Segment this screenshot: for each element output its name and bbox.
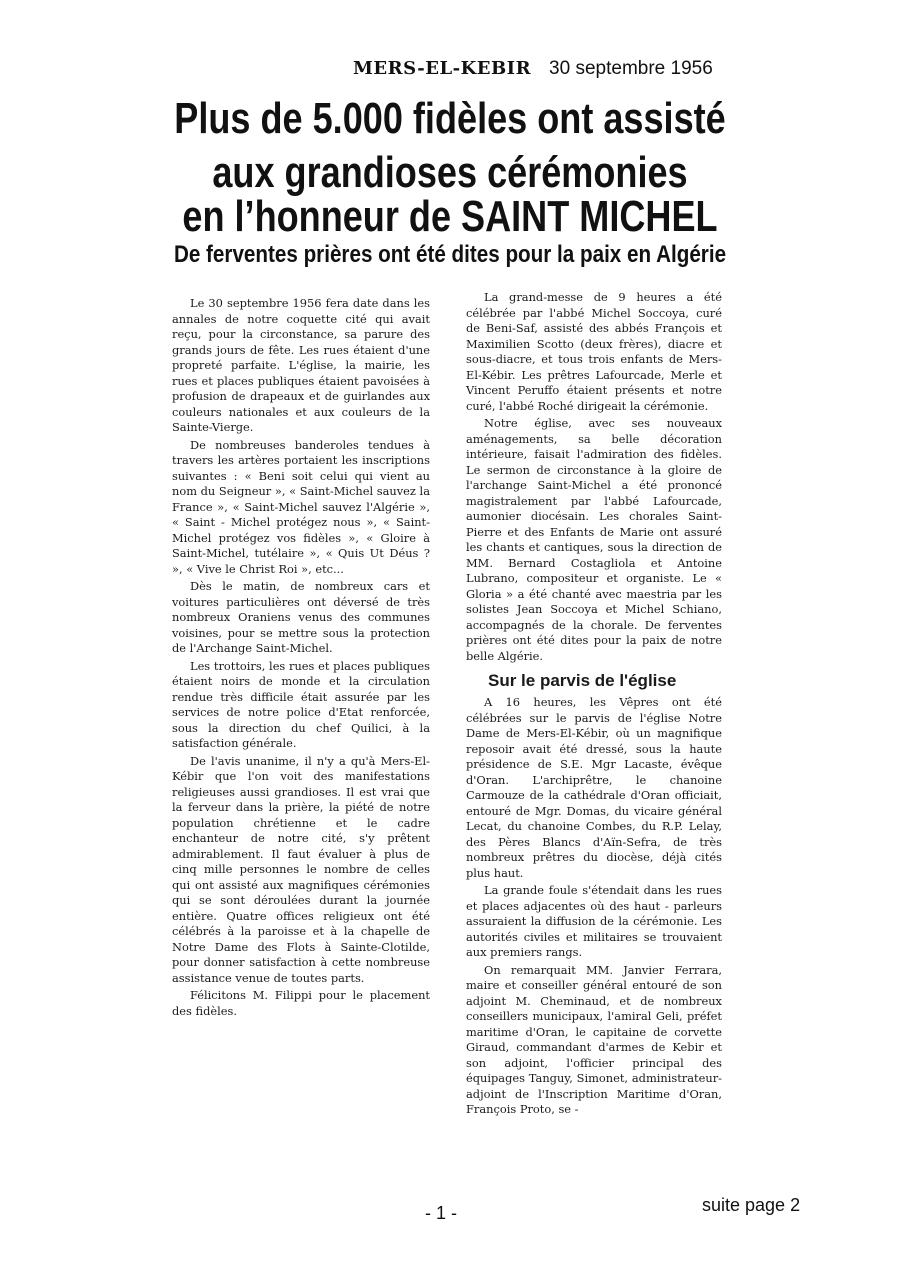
section-subheading: Sur le parvis de l'église — [488, 671, 677, 690]
article-column-2 — [466, 290, 722, 1120]
paragraph: Notre église, avec ses nouveaux aménagements, sa belle décoration intérieure, faisait l'admiration des fidèles. Le sermon de circonstance à la gloire de l'archange Saint-Michel a été prononcé magistralement par l'abbé Lafourcade, aumonier diocésain. Les chorales Saint-Pierre et des Enfants de Marie ont assuré les chants et cantiques, sous la direction de MM. Bernard Costagliola et Antoine Lubrano, compositeur et organiste. Le « Gloria » a été chanté avec maestria par les solistes Jean Soccoya et Michel Schiano, accompagnés de la chorale. De ferventes prières ont été dites pour la paix de notre belle Algérie. — [466, 416, 722, 663]
paragraph: Le 30 septembre 1956 fera date dans les annales de notre coquette cité qui avait reçu, pour la circonstance, sa parure des grands jours de fête. Les rues étaient d'une propreté parfaite. L'église, la mairie, les rues et places publiques étaient pavoisées à profusion de drapeaux et de guirlandes aux couleurs nationales et aux couleurs de la Sainte-Vierge. — [172, 296, 430, 434]
dateline — [353, 58, 713, 84]
paragraph: Félicitons M. Filippi pour le placement des fidèles. — [172, 988, 430, 1018]
paragraph: De l'avis unanime, il n'y a qu'à Mers-El-Kébir que l'on voit des manifestations religieuses aussi grandioses. Il est vrai que la ferveur dans la prière, la piété de notre population chrétienne et le cadre enchanteur de notre cité, s'y prêtent admirablement. Il faut évaluer à plus de cinq mille personnes le nombre de celles qui ont assisté aux magnifiques cérémonies qui se sont déroulées durant la journée entière. Quatre offices religieux ont été célébrés à la paroisse et à la chapelle de Notre Dame des Flots à Sainte-Clotilde, pour donner satisfaction à cette nombreuse assistance venue de toutes parts. — [172, 753, 430, 985]
headline-line-2: aux grandioses cérémonies — [212, 148, 688, 197]
continuation-note: suite page 2 — [702, 1195, 801, 1215]
paragraph: A 16 heures, les Vêpres ont été célébrées sur le parvis de l'église Notre Dame de Mers-El-Kébir, où un magnifique reposoir avait été dressé, sous la haute présidence de S.E. Mgr Lacaste, évêque d'Oran. L'archiprêtre, le chanoine Carmouze de la cathédrale d'Oran officiait, entouré de Mgr. Domas, du vicaire général Lecat, du chanoine Combes, du R.P. Lelay, des Pères Blancs d'Aïn-Sefra, de très nombreux prêtres du diocèse, déjà cités plus haut. — [466, 695, 722, 880]
dateline-place: MERS-EL-KEBIR — [353, 58, 532, 79]
paragraph: La grande foule s'étendait dans les rues et places adjacentes où des haut - parleurs assuraient la diffusion de la cérémonie. Les autorités civiles et militaires se trouvaient aux premiers rangs. — [466, 883, 722, 959]
page-number: - 1 - — [425, 1203, 458, 1223]
article-column-1 — [172, 296, 430, 1021]
headline-line-1: Plus de 5.000 fidèles ont assisté — [174, 94, 726, 143]
subheadline: De ferventes prières ont été dites pour la paix en Algérie — [173, 241, 727, 268]
paragraph: On remarquait MM. Janvier Ferrara, maire et conseiller général entouré de son adjoint M. Cheminaud, et de nombreux conseillers municipaux, l'amiral Geli, préfet maritime d'Oran, le capitaine de corvette Giraud, commandant d'armes de Kebir et son adjoint, l'officier principal des équipages Tanguy, Simonet, administrateur-adjoint de l'Inscription Maritime d'Oran, François Proto, se - — [466, 962, 722, 1116]
paragraph: De nombreuses banderoles tendues à travers les artères portaient les inscriptions suivantes : « Beni soit celui qui vient au nom du Seigneur », « Saint-Michel sauvez la France », « Saint-Michel sauvez l'Algérie », « Saint - Michel protégez nous », « Saint-Michel protégez vos fidèles », « Gloire à Saint-Michel, tutélaire », « Quis Ut Déus ? », « Vive le Christ Roi », etc... — [172, 437, 430, 576]
dateline-date: 30 septembre 1956 — [549, 58, 713, 79]
paragraph: Dès le matin, de nombreux cars et voitures particulières ont déversé de très nombreux Oraniens venus des communes voisines, pour se mettre sous la protection de l'Archange Saint-Michel. — [172, 579, 430, 655]
paragraph: Les trottoirs, les rues et places publiques étaient noirs de monde et la circulation rendue très difficile était assurée par les services de notre police d'Etat renforcée, sous la direction du chef Quilici, à la satisfaction générale. — [172, 658, 430, 750]
headline-line-3: en l’honneur de SAINT MICHEL — [182, 192, 718, 241]
paragraph: La grand-messe de 9 heures a été célébrée par l'abbé Michel Soccoya, curé de Beni-Saf, assisté des abbés François et Maximilien Scotto (deux frères), diacre et sous-diacre, et tous trois enfants de Mers-El-Kébir. Les prêtres Lafourcade, Merle et Vincent Peruffo étaient présents et notre curé, l'abbé Roché dirigeait la cérémonie. — [466, 290, 722, 413]
